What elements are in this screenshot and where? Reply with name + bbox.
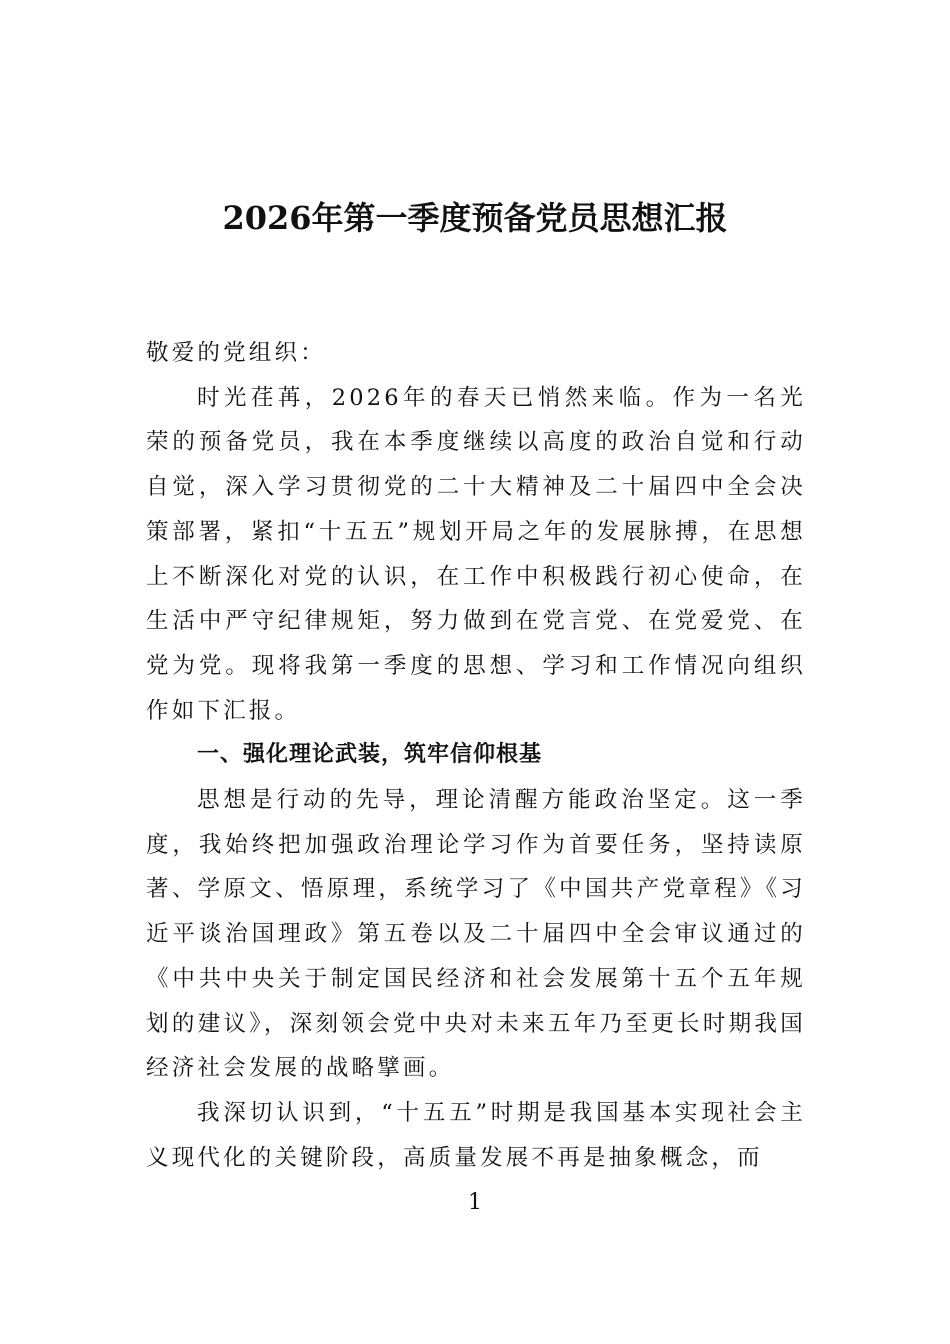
intro-paragraph: 时光荏苒，2026年的春天已悄然来临。作为一名光荣的预备党员，我在本季度继续以高度的政治自觉和行动自觉，深入学习贯彻党的二十大精神及二十届四中全会决策部署，紧扣“十五五”规划开局之年的发展脉搏，在思想上不断深化对党的认识，在工作中积极践行初心使命，在生活中严守纪律规矩，努力做到在党言党、在党爱党、在党为党。现将我第一季度的思想、学习和工作情况向组织作如下汇报。 — [146, 384, 806, 724]
document-body — [146, 331, 806, 1180]
page-number: 1 — [468, 1190, 482, 1215]
section-heading: 一、强化理论武装，筑牢信仰根基 — [197, 742, 543, 768]
salutation: 敬爱的党组织： — [146, 340, 326, 366]
section-paragraph: 我深切认识到，“十五五”时期是我国基本实现社会主义现代化的关键阶段，高质量发展不再是抽象概念，而 — [146, 1099, 806, 1171]
document-title: 2026年第一季度预备党员思想汇报 — [222, 199, 728, 237]
section-paragraph: 思想是行动的先导，理论清醒方能政治坚定。这一季度，我始终把加强政治理论学习作为首要任务，坚持读原著、学原文、悟原理，系统学习了《中国共产党章程》《习近平谈治国理政》第五卷以及二十届四中全会审议通过的《中共中央关于制定国民经济和社会发展第十五个五年规划的建议》，深刻领会党中央对未来五年乃至更长时期我国经济社会发展的战略擘画。 — [146, 787, 806, 1082]
